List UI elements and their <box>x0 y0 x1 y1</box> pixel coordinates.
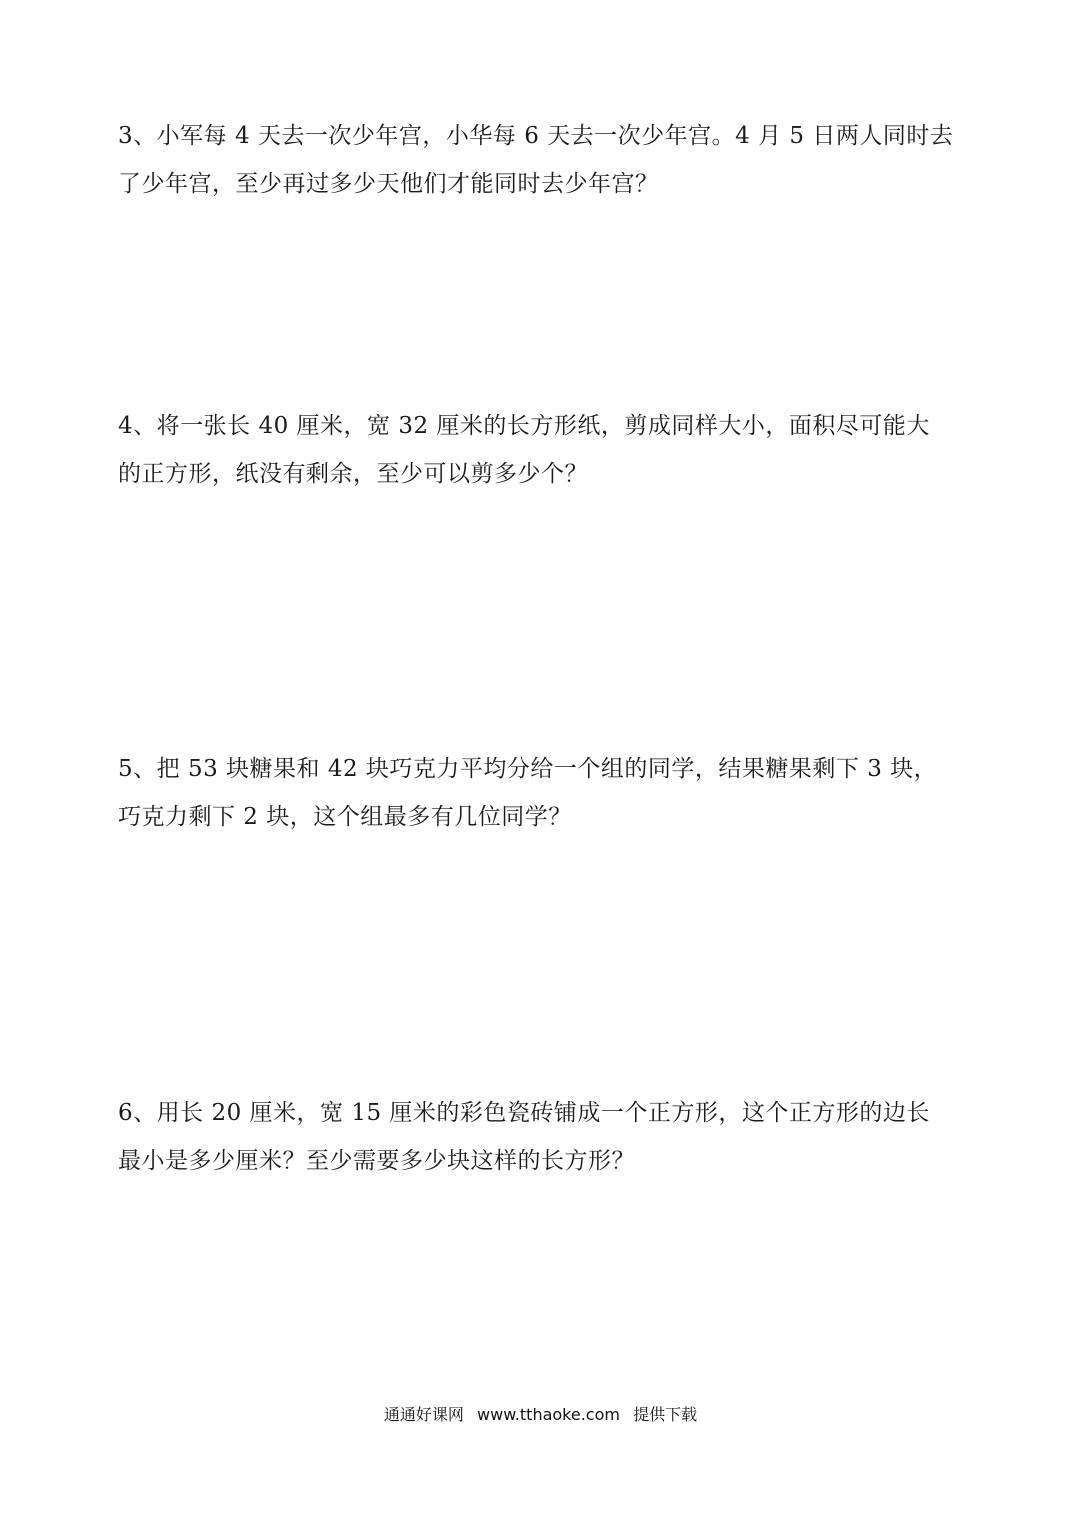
question-3 <box>118 112 968 208</box>
footer-note: 提供下载 <box>633 1405 698 1424</box>
footer-url: www.tthaoke.com <box>477 1405 620 1424</box>
question-text-line: 3、小军每 4 天去一次少年宫，小华每 6 天去一次少年宫。4 月 5 日两人同时去 <box>118 123 954 149</box>
question-text-line: 6、用长 20 厘米，宽 15 厘米的彩色瓷砖铺成一个正方形，这个正方形的边长 <box>118 1100 930 1126</box>
question-6 <box>118 1089 968 1185</box>
footer-site-name: 通通好课网 <box>383 1405 464 1424</box>
question-text-line: 的正方形，纸没有剩余，至少可以剪多少个？ <box>118 461 588 487</box>
question-text-line: 巧克力剩下 2 块，这个组最多有几位同学？ <box>118 804 572 830</box>
question-text-line: 4、将一张长 40 厘米，宽 32 厘米的长方形纸，剪成同样大小，面积尽可能大 <box>118 413 930 439</box>
question-5 <box>118 745 968 841</box>
page-footer <box>0 1402 1081 1425</box>
question-text-line: 了少年宫，至少再过多少天他们才能同时去少年宫？ <box>118 171 659 197</box>
question-4 <box>118 402 968 498</box>
question-text-line: 5、把 53 块糖果和 42 块巧克力平均分给一个组的同学，结果糖果剩下 3 块， <box>118 756 938 782</box>
question-text-line: 最小是多少厘米？至少需要多少块这样的长方形？ <box>118 1148 635 1174</box>
